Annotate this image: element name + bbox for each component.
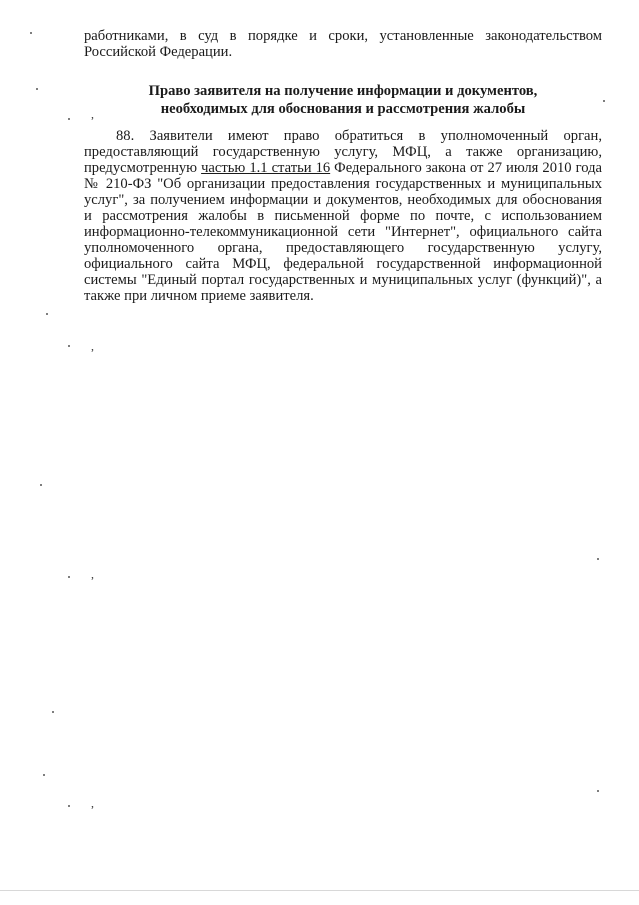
scan-dot	[68, 576, 70, 578]
paragraph-88-text-end: Федерального закона от 27 июля 2010 года № 210-ФЗ "Об организации предоставления государственных и муниципальных услуг", за получением информации и документов, необходимых для обоснования и рассмотрения жалобы в письменной форме по почте, с использованием информационно-телекоммуникационной сети "Интернет", официального сайта уполномоченного органа, предоставляющего государственную услугу, официального сайта МФЦ, федеральной государственной информационной системы "Единый портал государственных и муниципальных услуг (функций)", а также при личном приеме заявителя.	[84, 160, 602, 304]
scan-speck: ,	[91, 567, 94, 581]
scan-dot	[46, 313, 48, 315]
scan-dot	[597, 790, 599, 792]
intro-paragraph: работниками, в суд в порядке и сроки, установленные законодательством Российской Федерации.	[84, 28, 602, 60]
scan-bottom-edge	[0, 890, 639, 891]
scan-speck: ,	[91, 107, 94, 121]
section-heading	[84, 82, 602, 121]
scan-dot	[597, 558, 599, 560]
scan-dot	[36, 88, 38, 90]
scan-dot	[603, 100, 605, 102]
heading-line-1: Право заявителя на получение информации и документов,	[148, 83, 538, 99]
scan-dot	[40, 484, 42, 486]
scan-dot	[68, 118, 70, 120]
scan-dot	[68, 805, 70, 807]
scan-dot	[43, 774, 45, 776]
heading-line-2: необходимых для обоснования и рассмотрения жалобы	[160, 101, 526, 117]
law-article-reference-link[interactable]: частью 1.1 статьи 16	[201, 160, 331, 176]
paragraph-88	[84, 128, 602, 304]
scan-speck: ,	[91, 339, 94, 353]
scan-dot	[68, 345, 70, 347]
paragraph-88-text-start: 88. Заявители имеют право обратиться в уполномоченный орган, предоставляющий государственную услугу, МФЦ, а также организацию, предусмотренную	[84, 128, 602, 176]
scan-dot	[30, 32, 32, 34]
scan-speck: ,	[91, 796, 94, 810]
scan-dot	[52, 711, 54, 713]
